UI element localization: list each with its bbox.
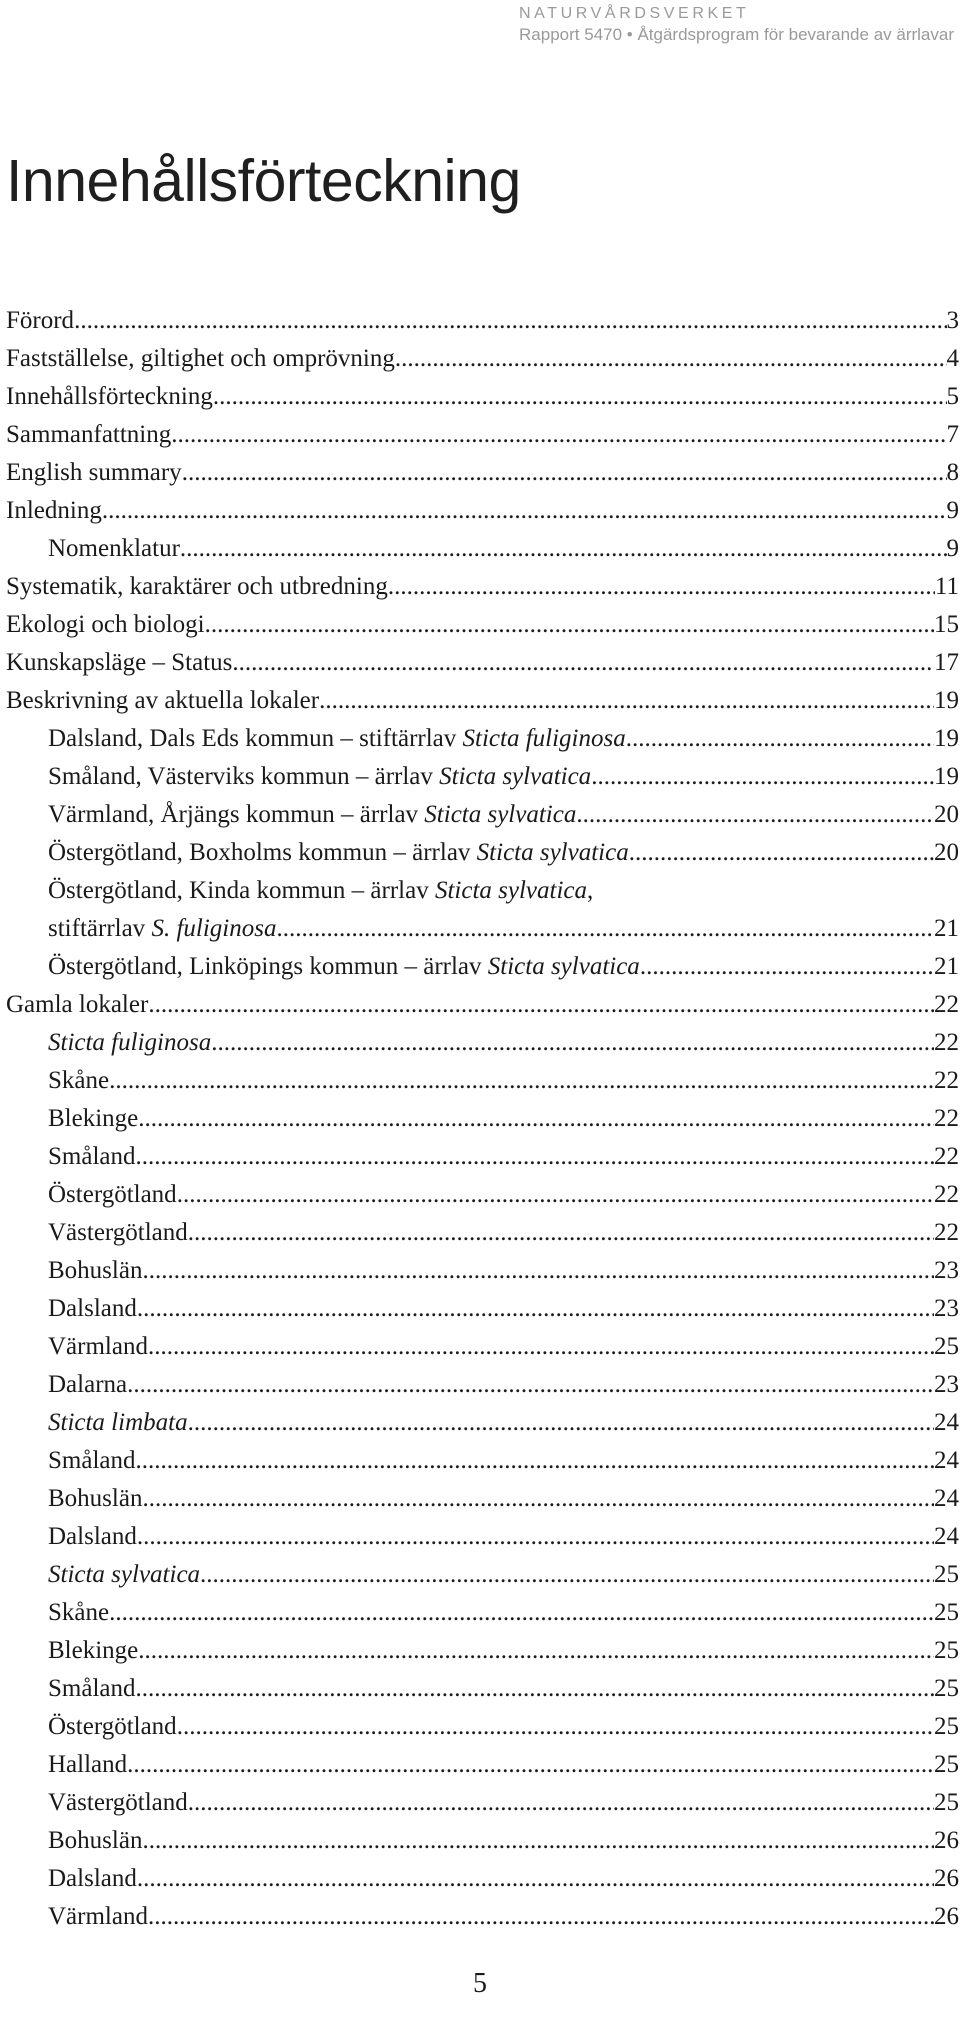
toc-entry[interactable] <box>6 1594 959 1632</box>
dot-leader <box>395 340 947 378</box>
toc-entry-title <box>48 1290 137 1328</box>
toc-entry-page: 22 <box>934 1067 959 1094</box>
toc-entry-title <box>6 606 205 644</box>
toc-entry-page: 25 <box>934 1599 959 1626</box>
dot-leader <box>232 644 934 682</box>
toc-entry-page: 21 <box>934 953 959 980</box>
toc-entry[interactable] <box>6 416 959 454</box>
toc-entry-species-name: Sticta sylvatica <box>476 839 629 866</box>
toc-entry-page: 7 <box>946 421 959 448</box>
toc-entry-text: Västergötland <box>48 1789 188 1816</box>
toc-entry[interactable] <box>6 1860 959 1898</box>
toc-entry[interactable] <box>6 834 959 872</box>
toc-entry-text: Dalarna <box>48 1371 128 1398</box>
toc-entry-text: Blekinge <box>48 1637 139 1664</box>
toc-entry-page: 11 <box>934 573 959 600</box>
toc-entry-title <box>48 910 276 948</box>
toc-entry[interactable] <box>6 796 959 834</box>
report-title: Rapport 5470 • Åtgärdsprogram för bevarande av ärrlavar <box>519 25 954 44</box>
toc-entry-page: 4 <box>946 345 959 372</box>
toc-entry-species-name: S. fuliginosa <box>151 915 277 942</box>
dot-leader <box>319 682 934 720</box>
toc-entry-text: Småland <box>48 1447 136 1474</box>
toc-entry-title <box>48 1328 148 1366</box>
toc-entry[interactable] <box>6 1404 959 1442</box>
toc-entry-page: 25 <box>934 1561 959 1588</box>
toc-entry-title <box>48 1404 188 1442</box>
toc-entry-page: 25 <box>934 1751 959 1778</box>
toc-entry[interactable] <box>6 568 959 606</box>
toc-entry[interactable] <box>6 1328 959 1366</box>
toc-entry[interactable] <box>6 986 959 1024</box>
toc-entry-page: 20 <box>934 801 959 828</box>
toc-entry-title <box>6 378 213 416</box>
toc-entry[interactable] <box>6 1632 959 1670</box>
toc-entry[interactable] <box>6 1670 959 1708</box>
toc-entry-text: Värmland <box>48 1903 148 1930</box>
toc-entry-text: Värmland <box>48 1333 148 1360</box>
toc-entry-text: Dalsland <box>48 1523 137 1550</box>
toc-entry-text: Dalsland <box>48 1295 137 1322</box>
toc-entry-species-name: Sticta fuliginosa <box>48 1029 212 1056</box>
toc-entry-title <box>48 758 591 796</box>
dot-leader <box>213 378 947 416</box>
toc-entry-page: 25 <box>934 1713 959 1740</box>
toc-entry-text-suffix: , <box>587 877 594 904</box>
toc-entry-species-name: Sticta sylvatica <box>439 763 592 790</box>
toc-entry-text: English summary <box>6 459 182 486</box>
toc-entry-page: 22 <box>934 1219 959 1246</box>
toc-entry-text: Dalsland <box>48 1865 137 1892</box>
toc-entry-text: Östergötland, Boxholms kommun – ärrlav <box>48 839 477 866</box>
dot-leader <box>626 720 934 758</box>
dot-leader <box>576 796 934 834</box>
toc-entry[interactable] <box>6 758 959 796</box>
toc-entry-title <box>6 340 395 378</box>
toc-entry-title <box>6 492 102 530</box>
dot-leader <box>276 910 934 948</box>
toc-entry[interactable] <box>6 720 959 758</box>
toc-entry-text: Västergötland <box>48 1219 188 1246</box>
toc-entry-title <box>48 834 629 872</box>
toc-entry-page: 25 <box>934 1333 959 1360</box>
dot-leader <box>109 1062 934 1100</box>
dot-leader <box>127 1366 934 1404</box>
toc-entry[interactable] <box>6 872 959 910</box>
toc-entry-title <box>48 1594 109 1632</box>
toc-entry-title <box>48 1860 137 1898</box>
toc-entry[interactable] <box>6 302 959 340</box>
toc-entry[interactable] <box>6 1024 959 1062</box>
toc-entry-page: 21 <box>934 915 959 942</box>
dot-leader <box>205 606 934 644</box>
dot-leader <box>188 1214 934 1252</box>
toc-entry-page: 22 <box>934 1143 959 1170</box>
toc-entry[interactable] <box>6 948 959 986</box>
dot-leader <box>629 834 934 872</box>
toc-entry[interactable] <box>6 1898 959 1936</box>
toc-entry-title <box>48 1556 200 1594</box>
toc-entry-title <box>48 1024 211 1062</box>
toc-entry-text: Skåne <box>48 1599 110 1626</box>
dot-leader <box>136 1670 935 1708</box>
toc-entry-species-name: Sticta sylvatica <box>434 877 588 904</box>
dot-leader <box>171 416 946 454</box>
toc-entry-page: 5 <box>946 383 959 410</box>
toc-entry[interactable] <box>6 1100 959 1138</box>
toc-entry-title <box>48 1138 136 1176</box>
publisher-name: NATURVÅRDSVERKET <box>519 5 750 22</box>
dot-leader <box>109 1594 934 1632</box>
toc-entry[interactable] <box>6 1138 959 1176</box>
toc-entry-page: 25 <box>934 1789 959 1816</box>
page-title: Innehållsförteckning <box>6 148 521 214</box>
toc-entry-species-name: Sticta fuliginosa <box>462 725 626 752</box>
toc-entry-text: Bohuslän <box>48 1485 143 1512</box>
toc-entry[interactable] <box>6 492 959 530</box>
toc-entry-page: 23 <box>934 1295 959 1322</box>
toc-entry-text: Östergötland <box>48 1713 177 1740</box>
toc-entry-title <box>48 948 640 986</box>
dot-leader <box>138 1100 934 1138</box>
dot-leader <box>142 1822 934 1860</box>
dot-leader <box>188 1784 934 1822</box>
toc-entry-page: 25 <box>934 1675 959 1702</box>
dot-leader <box>142 1252 934 1290</box>
toc-entry-page: 24 <box>934 1447 959 1474</box>
toc-entry-page: 17 <box>934 649 959 676</box>
toc-entry-title <box>48 1176 177 1214</box>
toc-entry-page: 19 <box>934 725 959 752</box>
toc-entry[interactable] <box>6 1062 959 1100</box>
toc-entry[interactable] <box>6 1442 959 1480</box>
toc-entry-page: 9 <box>946 535 959 562</box>
toc-entry-title <box>48 1670 136 1708</box>
dot-leader <box>102 492 947 530</box>
toc-entry-species-name: Sticta limbata <box>48 1409 188 1436</box>
toc-entry-title <box>48 796 576 834</box>
toc-entry-text: Systematik, karaktärer och utbredning <box>6 573 388 600</box>
toc-entry[interactable] <box>6 1784 959 1822</box>
dot-leader <box>136 1138 935 1176</box>
dot-leader <box>640 948 934 986</box>
dot-leader <box>211 1024 934 1062</box>
toc-entry-species-name: Sticta sylvatica <box>424 801 577 828</box>
toc-entry[interactable] <box>6 1290 959 1328</box>
toc-entry-text: Östergötland, Linköpings kommun – ärrlav <box>48 953 488 980</box>
toc-entry-text: Bohuslän <box>48 1827 143 1854</box>
toc-entry-title <box>6 416 171 454</box>
toc-entry-page: 3 <box>946 307 959 334</box>
toc-entry[interactable] <box>6 340 959 378</box>
toc-entry[interactable] <box>6 644 959 682</box>
toc-entry[interactable] <box>6 1746 959 1784</box>
toc-entry-title <box>48 1062 109 1100</box>
toc-entry-page: 9 <box>946 497 959 524</box>
toc-entry-text: Ekologi och biologi <box>6 611 205 638</box>
toc-entry-text: Småland, Västerviks kommun – ärrlav <box>48 763 440 790</box>
toc-entry-title <box>48 1100 138 1138</box>
toc-entry-text: Nomenklatur <box>48 535 180 562</box>
toc-entry-page: 24 <box>934 1523 959 1550</box>
toc-entry-title <box>6 986 148 1024</box>
toc-entry-title <box>48 1518 137 1556</box>
toc-entry-text: Innehållsförteckning <box>6 383 213 410</box>
toc-entry-page: 22 <box>934 1029 959 1056</box>
toc-entry-page: 8 <box>946 459 959 486</box>
toc-entry[interactable] <box>6 910 959 948</box>
toc-entry-title <box>48 1746 127 1784</box>
dot-leader <box>148 1898 934 1936</box>
toc-entry-page: 25 <box>934 1637 959 1664</box>
toc-entry-page: 23 <box>934 1371 959 1398</box>
toc-entry-title <box>48 1214 188 1252</box>
dot-leader <box>127 1746 934 1784</box>
toc-entry-text: Kunskapsläge – Status <box>6 649 233 676</box>
dot-leader <box>388 568 935 606</box>
toc-entry[interactable] <box>6 1176 959 1214</box>
toc-entry-species-name: Sticta sylvatica <box>48 1561 201 1588</box>
toc-entry[interactable] <box>6 1556 959 1594</box>
toc-entry-text: Fastställelse, giltighet och omprövning <box>6 345 395 372</box>
toc-entry-text: Blekinge <box>48 1105 139 1132</box>
table-of-contents <box>6 302 959 1936</box>
dot-leader <box>591 758 934 796</box>
dot-leader <box>180 530 947 568</box>
toc-entry-title <box>48 1822 142 1860</box>
toc-entry-title <box>48 1252 142 1290</box>
toc-entry-page: 26 <box>934 1903 959 1930</box>
toc-entry-species-name: Sticta sylvatica <box>487 953 640 980</box>
toc-entry-text: Småland <box>48 1143 136 1170</box>
toc-entry-text: Beskrivning av aktuella lokaler <box>6 687 320 714</box>
toc-entry-text: Gamla lokaler <box>6 991 149 1018</box>
toc-entry-title <box>6 302 74 340</box>
toc-entry-title <box>6 644 232 682</box>
running-header <box>519 4 954 46</box>
toc-entry[interactable] <box>6 1822 959 1860</box>
toc-entry-page: 23 <box>934 1257 959 1284</box>
toc-entry[interactable] <box>6 1708 959 1746</box>
toc-entry-page: 22 <box>934 1105 959 1132</box>
toc-entry-page: 20 <box>934 839 959 866</box>
dot-leader <box>142 1480 934 1518</box>
toc-entry-text: Bohuslän <box>48 1257 143 1284</box>
dot-leader <box>137 1290 934 1328</box>
toc-entry[interactable] <box>6 1252 959 1290</box>
dot-leader <box>188 1404 934 1442</box>
dot-leader <box>74 302 946 340</box>
toc-entry-page: 22 <box>934 991 959 1018</box>
toc-entry-text: Östergötland, Kinda kommun – ärrlav <box>48 877 435 904</box>
toc-entry-page: 15 <box>934 611 959 638</box>
toc-entry-title <box>6 568 388 606</box>
toc-entry-text: Dalsland, Dals Eds kommun – stiftärrlav <box>48 725 463 752</box>
toc-entry-text: Halland <box>48 1751 128 1778</box>
toc-entry-page: 19 <box>934 687 959 714</box>
dot-leader <box>137 1860 934 1898</box>
toc-entry-page: 24 <box>934 1485 959 1512</box>
toc-entry-text: Sammanfattning <box>6 421 172 448</box>
toc-entry-page: 24 <box>934 1409 959 1436</box>
toc-entry[interactable] <box>6 606 959 644</box>
toc-entry-title <box>6 682 319 720</box>
toc-entry[interactable] <box>6 682 959 720</box>
toc-entry-text: Östergötland <box>48 1181 177 1208</box>
toc-entry[interactable] <box>6 1480 959 1518</box>
page-number: 5 <box>473 1968 487 1999</box>
toc-entry-title <box>6 454 182 492</box>
toc-entry[interactable] <box>6 530 959 568</box>
toc-entry-title <box>48 530 180 568</box>
dot-leader <box>137 1518 934 1556</box>
toc-entry-text: Skåne <box>48 1067 110 1094</box>
toc-entry-title <box>48 1480 142 1518</box>
dot-leader <box>177 1708 934 1746</box>
toc-entry-title <box>48 720 626 758</box>
toc-entry-page: 22 <box>934 1181 959 1208</box>
dot-leader <box>182 454 947 492</box>
toc-entry-title <box>48 1708 177 1746</box>
toc-entry-title <box>48 1898 148 1936</box>
toc-entry-title <box>48 1632 138 1670</box>
dot-leader <box>136 1442 935 1480</box>
toc-entry-title <box>48 1784 188 1822</box>
dot-leader <box>200 1556 934 1594</box>
dot-leader <box>148 986 934 1024</box>
toc-entry-title <box>48 872 593 910</box>
dot-leader <box>177 1176 934 1214</box>
toc-entry[interactable] <box>6 1366 959 1404</box>
dot-leader <box>148 1328 934 1366</box>
toc-entry-page: 26 <box>934 1827 959 1854</box>
toc-entry-title <box>48 1442 136 1480</box>
dot-leader <box>138 1632 934 1670</box>
toc-entry-title <box>48 1366 127 1404</box>
toc-entry-text: Småland <box>48 1675 136 1702</box>
toc-entry-text: stiftärrlav <box>48 915 152 942</box>
toc-entry[interactable] <box>6 1518 959 1556</box>
toc-entry-text: Värmland, Årjängs kommun – ärrlav <box>48 801 425 828</box>
toc-entry-text: Inledning <box>6 497 102 524</box>
toc-entry[interactable] <box>6 1214 959 1252</box>
toc-entry[interactable] <box>6 454 959 492</box>
toc-entry[interactable] <box>6 378 959 416</box>
toc-entry-page: 19 <box>934 763 959 790</box>
toc-entry-text: Förord <box>6 307 75 334</box>
toc-entry-page: 26 <box>934 1865 959 1892</box>
